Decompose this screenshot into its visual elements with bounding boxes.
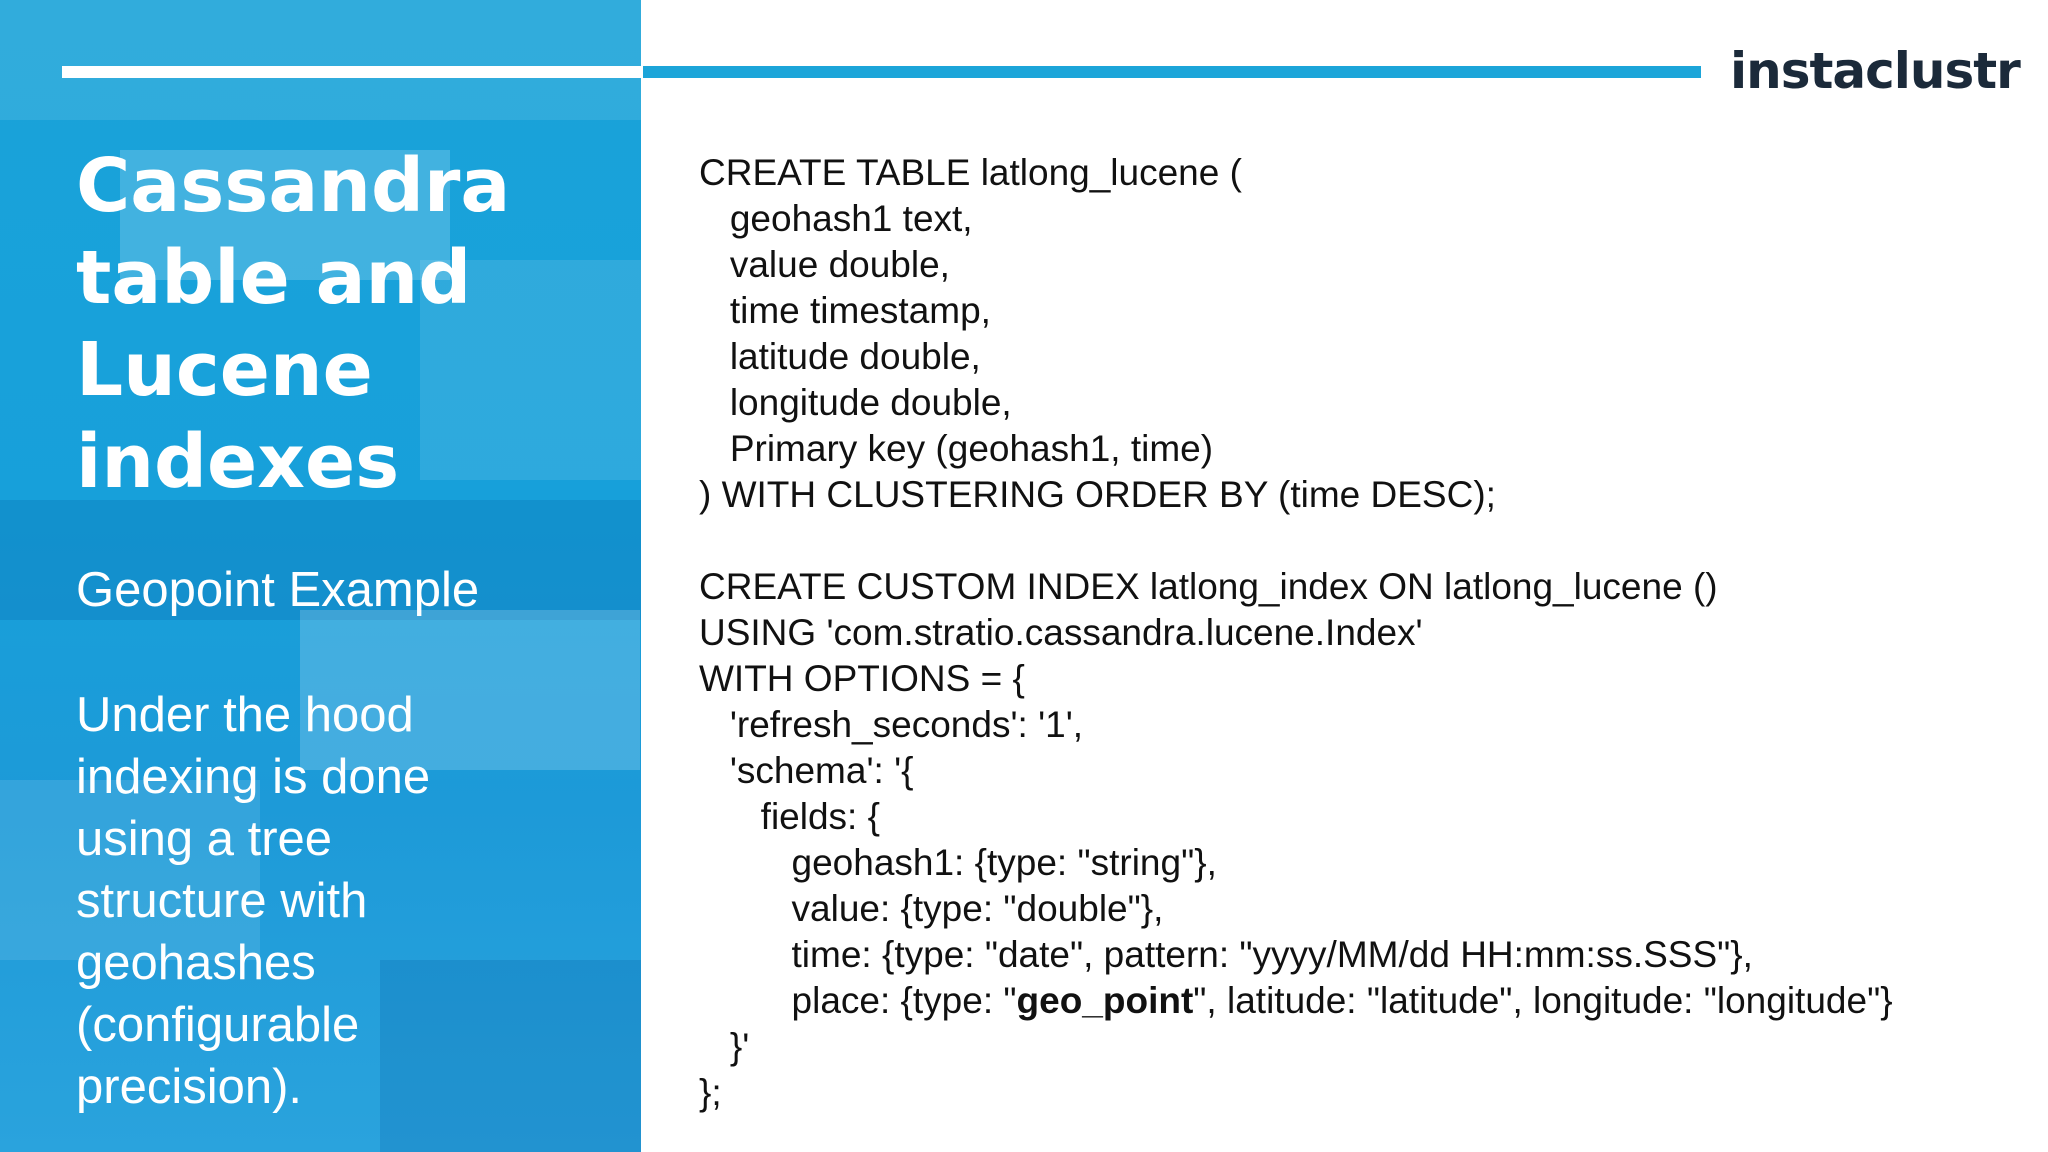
code-block [699,150,2019,1116]
slide-title [76,140,616,508]
place-suffix: ", latitude: "latitude", longitude: "longitude"} [1193,980,1893,1021]
description-line: geohashes [76,936,316,990]
code-line: CREATE CUSTOM INDEX latlong_index ON latlong_lucene () [699,566,1718,607]
header-rule-blue [643,66,1701,78]
description-line: structure with [76,874,368,928]
left-panel [0,0,641,1152]
code-line: CREATE TABLE latlong_lucene ( [699,152,1242,193]
description-line: indexing is done [76,750,431,804]
title-line: Cassandra [76,143,511,229]
code-line: }; [699,1072,722,1113]
code-line: geohash1: {type: "string"}, [699,842,1217,883]
code-line-place [699,978,2019,1024]
code-line: WITH OPTIONS = { [699,658,1025,699]
bg-shape [0,0,641,120]
description-line: (configurable [76,998,360,1052]
code-line: geohash1 text, [699,198,973,239]
code-line: 'schema': '{ [699,750,914,791]
code-line: 'refresh_seconds': '1', [699,704,1084,745]
instaclustr-logo: instaclustr [1730,42,2020,100]
code-line: fields: { [699,796,880,837]
title-line: indexes [76,419,400,505]
code-line-blank [699,518,2019,564]
code-line: latitude double, [699,336,981,377]
code-line: value: {type: "double"}, [699,888,1164,929]
description-line: precision). [76,1060,303,1114]
place-prefix: place: {type: " [699,980,1017,1021]
description-line: using a tree [76,812,333,866]
title-line: table and [76,235,472,321]
code-line: }' [699,1026,750,1067]
code-line: ) WITH CLUSTERING ORDER BY (time DESC); [699,474,1496,515]
header-rule-white [62,66,641,78]
code-line: time timestamp, [699,290,991,331]
description-line: Under the hood [76,688,414,742]
code-line: value double, [699,244,950,285]
code-line: USING 'com.stratio.cassandra.lucene.Index' [699,612,1423,653]
code-line: time: {type: "date", pattern: "yyyy/MM/dd HH:mm:ss.SSS"}, [699,934,1753,975]
code-line: longitude double, [699,382,1012,423]
geo-point-keyword: geo_point [1016,980,1194,1021]
code-line: Primary key (geohash1, time) [699,428,1214,469]
slide-description [76,684,596,1118]
slide-subtitle: Geopoint Example [76,563,480,617]
title-line: Lucene [76,327,373,413]
